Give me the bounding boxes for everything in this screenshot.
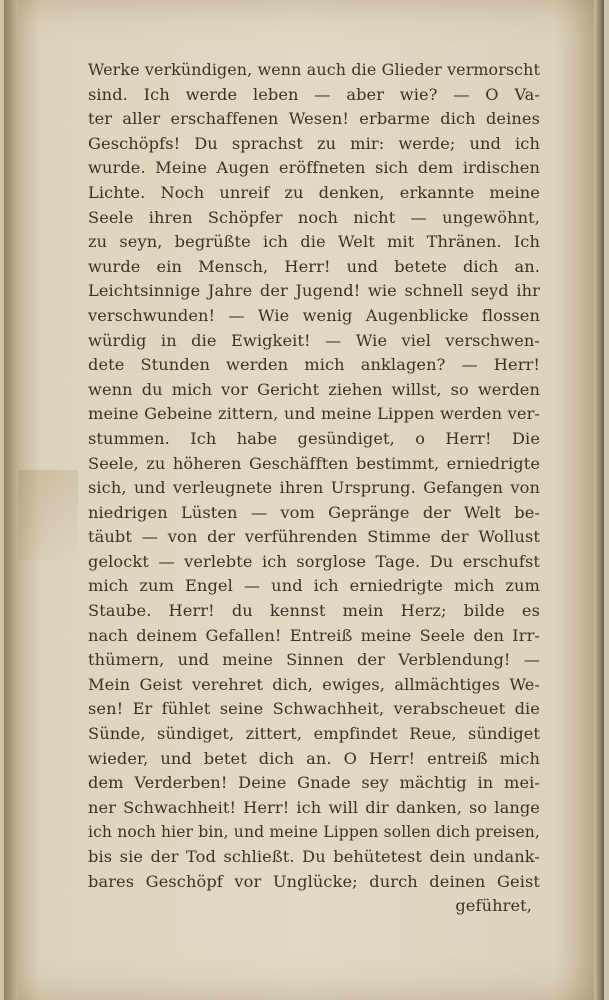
body-text — [88, 58, 540, 919]
text-line: wieder, und betet dich an. O Herr! entreiß mich — [88, 748, 540, 768]
text-line: bares Geschöpf vor Unglücke; durch deinen Geist — [88, 871, 540, 891]
text-line: gelockt — verlebte ich sorglose Tage. Du erschufst — [88, 551, 540, 571]
text-line: Leichtsinnige Jahre der Jugend! wie schnell seyd ihr — [88, 281, 540, 301]
text-line: bis sie der Tod schließt. Du behütetest dein undank- — [88, 847, 540, 866]
text-line: niedrigen Lüsten — vom Gepränge der Welt be- — [88, 502, 540, 522]
text-line: thümern, und meine Sinnen der Verblendung! — — [88, 650, 540, 670]
text-line: zu seyn, begrüßte ich die Welt mit Thränen. Ich — [88, 232, 540, 252]
text-line: mich zum Engel — und ich erniedrigte mich zum — [88, 576, 540, 596]
text-line: täubt — von der verführenden Stimme der Wollust — [88, 527, 540, 547]
text-line: Staube. Herr! du kennst mein Herz; bilde es — [88, 601, 540, 621]
text-line: Mein Geist verehret dich, ewiges, allmächtiges We- — [88, 674, 540, 694]
page-right-edge — [594, 0, 604, 1000]
text-line: verschwunden! — Wie wenig Augenblicke flossen — [88, 305, 540, 325]
text-line: Geschöpfs! Du sprachst zu mir: werde; und ich — [88, 133, 540, 153]
text-line: würdig in die Ewigkeit! — Wie viel verschwen- — [88, 330, 540, 350]
text-line: sind. Ich werde leben — aber wie? — O Va- — [88, 84, 540, 104]
text-line: Seele, zu höheren Geschäfften bestimmt, erniedrigte — [88, 453, 540, 473]
text-line: Seele ihren Schöpfer noch nicht — ungewöhnt, — [88, 207, 540, 227]
text-line: dete Stunden werden mich anklagen? — Herr! — [88, 355, 540, 375]
text-line: Werke verkündigen, wenn auch die Glieder vermorscht — [88, 60, 540, 79]
text-line: nach deinem Gefallen! Entreiß meine Seele den Irr- — [88, 625, 540, 645]
text-line: ner Schwachheit! Herr! ich will dir danken, so lange — [88, 797, 540, 817]
text-line: ter aller erschaffenen Wesen! erbarme dich deines — [88, 109, 540, 129]
text-line: Sünde, sündiget, zittert, empfindet Reue, sündiget — [88, 724, 540, 744]
text-line: ich noch hier bin, und meine Lippen sollen dich preisen, — [88, 823, 540, 842]
text-line: sich, und verleugnete ihren Ursprung. Gefangen von — [88, 478, 540, 498]
text-line: wurde ein Mensch, Herr! und betete dich an. — [88, 256, 540, 276]
text-line: meine Gebeine zittern, und meine Lippen werden ver- — [88, 404, 540, 424]
text-line: stummen. Ich habe gesündiget, o Herr! Die — [88, 428, 540, 448]
text-line: Lichte. Noch unreif zu denken, erkannte meine — [88, 182, 540, 202]
text-line: wurde. Meine Augen eröffneten sich dem irdischen — [88, 158, 540, 178]
catchword: geführet, — [455, 896, 532, 916]
text-line: wenn du mich vor Gericht ziehen willst, so werden — [88, 379, 540, 399]
page-left-edge — [4, 0, 18, 1000]
text-line: sen! Er fühlet seine Schwachheit, verabscheuet die — [88, 699, 540, 719]
page-crease — [18, 470, 78, 560]
text-line: dem Verderben! Deine Gnade sey mächtig in mei- — [88, 773, 540, 793]
